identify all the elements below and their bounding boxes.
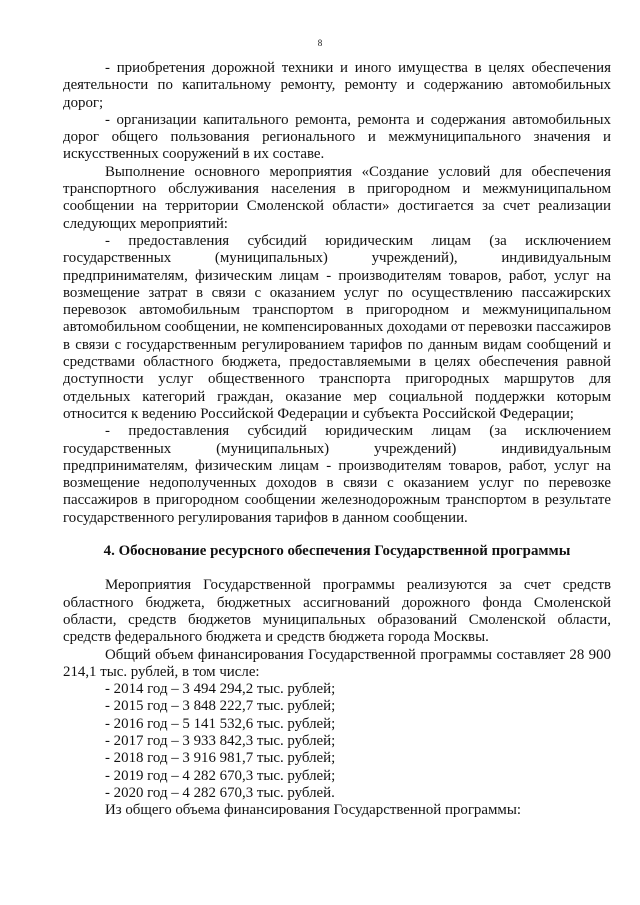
paragraph-road-repair: - организации капитального ремонта, ремонта и содержания автомобильных дорог общего пользования регионального и межмуниципального значения и искусственных сооружений в их составе. — [63, 111, 611, 163]
funding-year-2019: - 2019 год – 4 282 670,3 тыс. рублей; — [105, 767, 336, 784]
funding-year-2017: - 2017 год – 3 933 842,3 тыс. рублей; — [105, 732, 336, 749]
paragraph-funding-total: Общий объем финансирования Государственной программы составляет 28 900 214,1 тыс. рублей, в том числе: — [63, 646, 611, 680]
funding-year-2018: - 2018 год – 3 916 981,7 тыс. рублей; — [105, 750, 336, 767]
paragraph-road-equipment: - приобретения дорожной техники и иного имущества в целях обеспечения деятельности по капитальному ремонту, ремонту и содержанию автомобильных дорог; — [63, 60, 611, 111]
funding-year-2014: - 2014 год – 3 494 294,2 тыс. рублей; — [105, 681, 336, 698]
paragraph-funding-breakdown: Из общего объема финансирования Государственной программы: — [105, 802, 521, 819]
paragraph-funding-sources: Мероприятия Государственной программы реализуются за счет средств областного бюджета, бюджетных ассигнований дорожного фонда Смоленской области, средств бюджетов муниципальных образований Смоленской области, средств федерального бюджета и средств бюджета города Москвы. — [63, 577, 611, 646]
page-number: 8 — [317, 38, 323, 48]
paragraph-rail-subsidies: - предоставления субсидий юридическим лицам (за исключением государственных (муниципальных) учреждений) индивидуальным предпринимателям, физическим лицам - производителям товаров, работ, услуг на возмещение недополученных доходов в связи с оказанием услуг по перевозке пассажиров в пригородном сообщении железнодорожным транспортом в результате государственного регулирования тарифов в данном сообщении. — [63, 423, 611, 526]
funding-year-2020: - 2020 год – 4 282 670,3 тыс. рублей. — [105, 784, 335, 801]
funding-year-2015: - 2015 год – 3 848 222,7 тыс. рублей; — [105, 698, 336, 715]
section-heading: 4. Обоснование ресурсного обеспечения Государственной программы — [103, 543, 571, 560]
paragraph-bus-subsidies: - предоставления субсидий юридическим лицам (за исключением государственных (муниципальных) учреждений), индивидуальным предпринимателям, физическим лицам - производителям товаров, работ, услуг на возмещение затрат в связи с оказанием услуг по осуществлению пассажирских перевозок автомобильным транспортом в пригородном и межмуниципальном автомобильном сообщении, не компенсированных доходами от перевозки пассажиров в связи с государственным регулированием тарифов по данным видам сообщений и средствами областного бюджета, предоставляемыми в целях обеспечения равной доступности услуг общественного транспорта пригородных маршрутов для отдельных категорий граждан, оказание мер социальной поддержки которым относится к ведению Российской Федерации и субъекта Российской Федерации; — [63, 232, 611, 422]
funding-year-2016: - 2016 год – 5 141 532,6 тыс. рублей; — [105, 715, 336, 732]
funding-years-list — [63, 681, 611, 802]
spacer — [63, 527, 611, 543]
document-body — [63, 60, 611, 819]
spacer — [63, 560, 611, 577]
paragraph-transport-measure: Выполнение основного мероприятия «Создание условий для обеспечения транспортного обслуживания населения в пригородном и межмуниципальном сообщении на территории Смоленской области» достигается за счет реализации следующих мероприятий: — [63, 163, 611, 232]
